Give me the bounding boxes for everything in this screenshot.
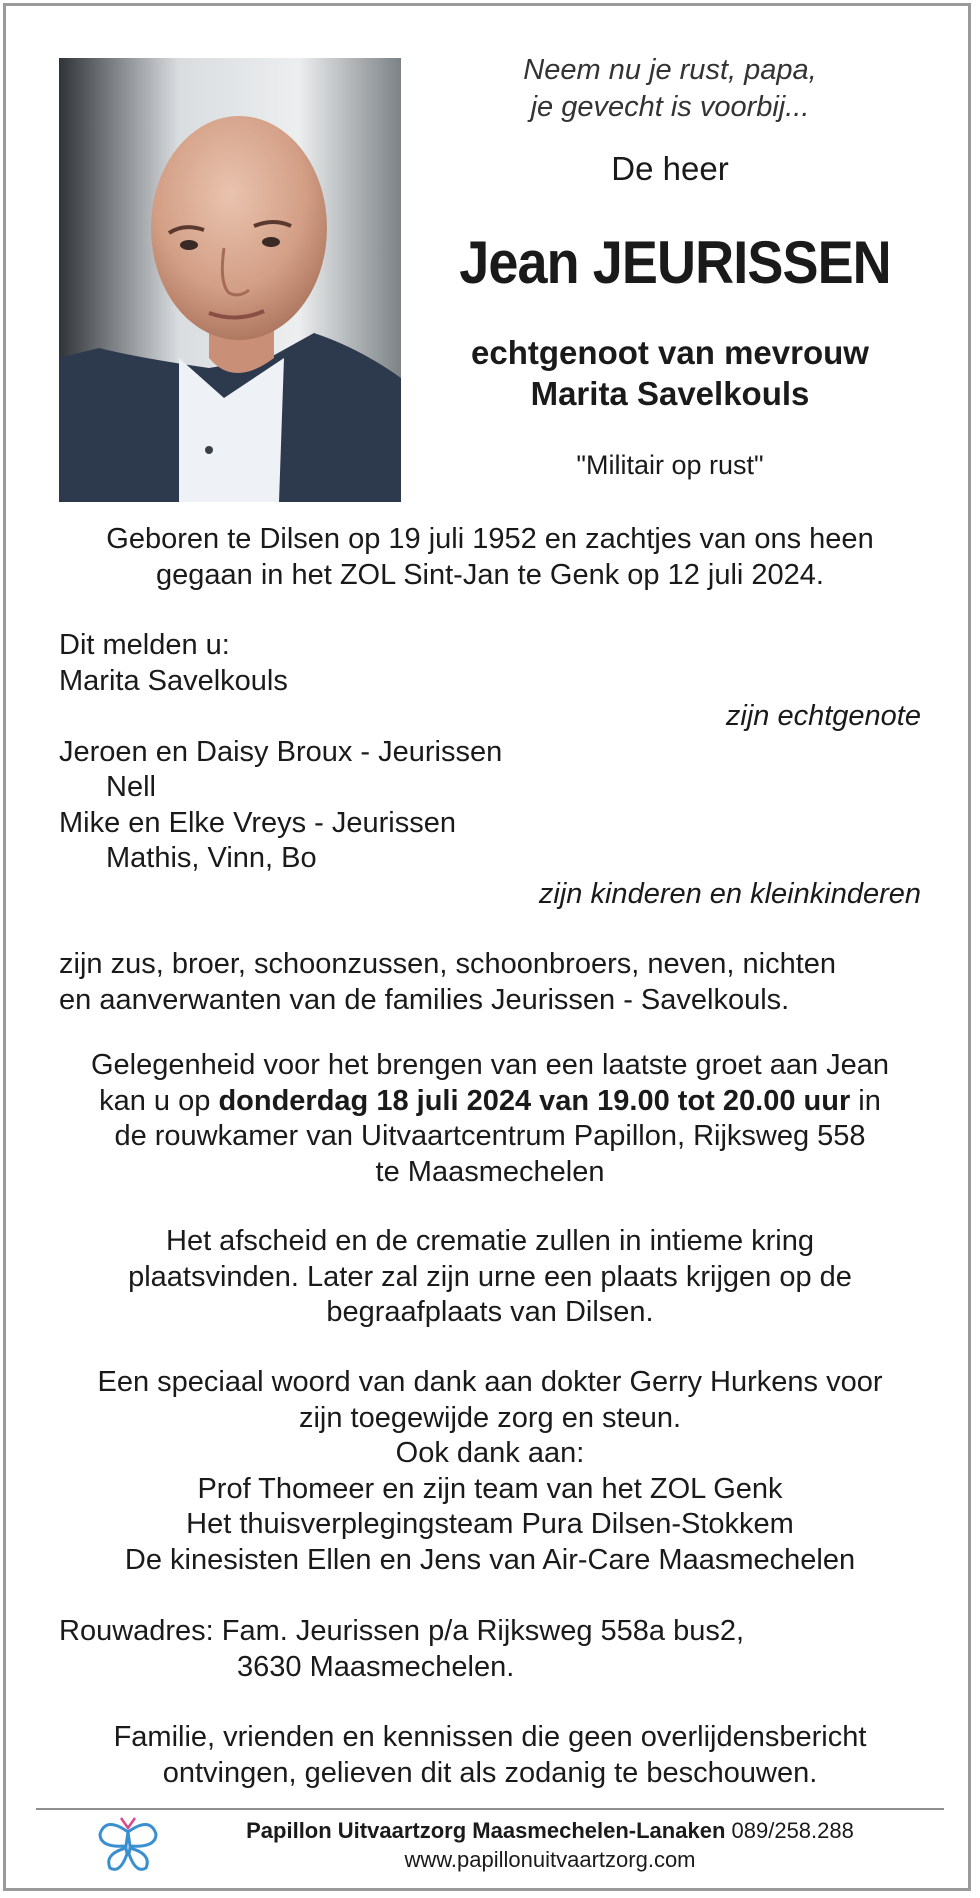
address-line: Rouwadres: Fam. Jeurissen p/a Rijksweg 558a bus2, [59,1615,745,1647]
text-line: zijn toegewijde zorg en steun. [298,1401,682,1434]
closing-text [40,1720,940,1791]
extended-family [59,947,939,1018]
mourning-address [59,1614,939,1685]
grandchild: Nell [106,771,156,803]
child-family: Mike en Elke Vreys - Jeurissen [59,806,457,839]
website-link[interactable]: www.papillonuitvaartzorg.com [404,1847,696,1872]
text-line: te Maasmechelen [375,1155,605,1188]
portrait-photo [59,58,401,502]
text-line: zijn zus, broer, schoonzussen, schoonbroers, neven, nichten [59,948,837,980]
quote-line: Neem nu je rust, papa, [523,54,817,86]
text-line: begraafplaats van Dilsen. [326,1296,654,1328]
text-line: Prof Thomeer en zijn team van het ZOL Genk [197,1472,783,1505]
phone-number: 089/258.288 [731,1818,854,1843]
text-line: Het thuisverplegingsteam Pura Dilsen-Stokkem [186,1508,794,1540]
footer-line [150,1816,950,1845]
occupation: "Militair op rust" [576,450,764,480]
text-line: de rouwkamer van Uitvaartcentrum Papillon, Rijksweg 558 [114,1120,866,1152]
funeral-home-info [150,1816,950,1874]
text-line: De kinesisten Ellen en Jens van Air-Care Maasmechelen [124,1543,856,1576]
text-line: ontvingen, gelieven dit als zodanig te beschouwen. [162,1756,818,1789]
text-line: gegaan in het ZOL Sint-Jan te Genk op 12 juli 2024. [156,558,824,591]
visitation-datetime: donderdag 18 juli 2024 van 19.00 tot 20.00 uur [218,1084,851,1117]
text-span: in [850,1084,881,1117]
birth-death-text [40,522,940,593]
farewell-text [40,1224,940,1331]
salutation: De heer [611,150,729,187]
text-line: Gelegenheid voor het brengen van een laatste groet aan Jean [90,1049,890,1081]
spouse-name: Marita Savelkouls [59,664,288,697]
text-line: Ook dank aan: [395,1437,585,1469]
grandchild: Mathis, Vinn, Bo [106,842,317,874]
thanks-text [40,1365,940,1578]
text-line: Het afscheid en de crematie zullen in intieme kring [166,1225,814,1257]
footer-divider [36,1808,944,1810]
text-line: Familie, vrienden en kennissen die geen overlijdensbericht [113,1721,867,1753]
announcers-section [59,628,921,912]
spouse-line: echtgenoot van mevrouw [471,334,869,371]
text-line: Een speciaal woord van dank aan dokter Gerry Hurkens voor [97,1366,883,1398]
child-family: Jeroen en Daisy Broux - Jeurissen [59,735,503,768]
text-line [40,1084,940,1120]
children-role: zijn kinderen en kleinkinderen [538,877,921,910]
spouse-role: zijn echtgenote [725,700,921,732]
quote-line: je gevecht is voorbij... [530,91,810,123]
spouse-info [430,332,910,414]
address-line: 3630 Maasmechelen. [237,1650,515,1683]
announcers-heading: Dit melden u: [59,629,230,661]
company-name: Papillon Uitvaartzorg Maasmechelen-Lanaken [246,1818,726,1843]
spouse-line: Marita Savelkouls [530,375,810,412]
text-line: en aanverwanten van de families Jeurissen - Savelkouls. [59,983,790,1016]
text-span: kan u op [99,1084,219,1117]
deceased-name: Jean JEURISSEN [459,229,891,296]
visitation-text [40,1048,940,1190]
text-line: plaatsvinden. Later zal zijn urne een plaats krijgen op de [128,1260,852,1293]
text-line: Geboren te Dilsen op 19 juli 1952 en zachtjes van ons heen [106,523,874,555]
memorial-quote [430,52,910,126]
